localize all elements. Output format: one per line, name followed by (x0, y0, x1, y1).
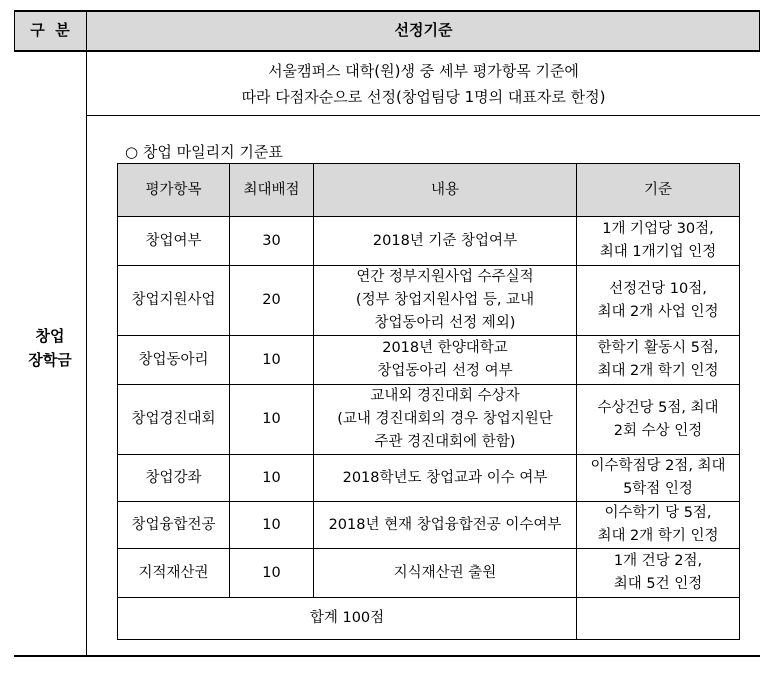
header-bottom-border (14, 50, 760, 52)
cell-content: 연간 정부지원사업 수주실적 (정부 창업지원사업 등, 교내 창업동아리 선정 제외) (314, 266, 577, 336)
header-category-label: 구 분 (30, 21, 70, 39)
table-row (118, 549, 740, 598)
table-total-row (118, 598, 740, 640)
cell-total-criteria (577, 598, 740, 640)
header-criteria-label: 선정기준 (394, 21, 453, 39)
table-header-row (118, 164, 740, 217)
header-left-border (14, 10, 15, 51)
cell-score: 30 (230, 217, 314, 266)
cell-criteria: 선정건당 10점, 최대 2개 사업 인정 (577, 266, 740, 336)
cell-score: 10 (230, 336, 314, 385)
cell-item: 지적재산권 (118, 549, 230, 598)
intro-bottom-border (87, 115, 760, 116)
table-row (118, 336, 740, 385)
intro-line2: 따라 다점자순으로 선정(창업팀당 1명의 대표자로 한정) (241, 88, 606, 106)
top-border (14, 10, 760, 12)
cell-content: 2018년 기준 창업여부 (314, 217, 577, 266)
cell-score: 10 (230, 385, 314, 455)
th-item: 평가항목 (118, 164, 230, 217)
cell-score: 10 (230, 549, 314, 598)
cell-item: 창업동아리 (118, 336, 230, 385)
table-row (118, 502, 740, 549)
th-content: 내용 (314, 164, 577, 217)
cell-criteria: 1개 건당 2점, 최대 5건 인정 (577, 549, 740, 598)
cell-item: 창업강좌 (118, 455, 230, 502)
cell-criteria: 이수학점당 2점, 최대 5학점 인정 (577, 455, 740, 502)
intro-text (87, 57, 760, 111)
category-label (14, 320, 86, 376)
cell-criteria: 한학기 활동시 5점, 최대 2개 학기 인정 (577, 336, 740, 385)
cell-criteria: 1개 기업당 30점, 최대 1개기업 인정 (577, 217, 740, 266)
cell-score: 10 (230, 502, 314, 549)
cell-content: 2018년 한양대학교 창업동아리 선정 여부 (314, 336, 577, 385)
table-row (118, 385, 740, 455)
intro-line1: 서울캠퍼스 대학(원)생 중 세부 평가항목 기준에 (268, 62, 579, 80)
cell-content: 지식재산권 출원 (314, 549, 577, 598)
cell-content: 2018년 현재 창업융합전공 이수여부 (314, 502, 577, 549)
table-row (118, 266, 740, 336)
cell-content: 교내외 경진대회 수상자 (교내 경진대회의 경우 창업지원단 주관 경진대회에 한함) (314, 385, 577, 455)
section-title: ○ 창업 마일리지 기준표 (125, 143, 283, 161)
table-row (118, 455, 740, 502)
th-score: 최대배점 (230, 164, 314, 217)
cell-score: 20 (230, 266, 314, 336)
cell-item: 창업여부 (118, 217, 230, 266)
category-line2: 장학금 (28, 351, 72, 369)
cell-criteria: 이수학기 당 5점, 최대 2개 학기 인정 (577, 502, 740, 549)
mileage-table (117, 163, 740, 640)
cell-item: 창업융합전공 (118, 502, 230, 549)
table-row (118, 217, 740, 266)
bottom-border (14, 655, 760, 657)
cell-criteria: 수상건당 5점, 최대 2회 수상 인정 (577, 385, 740, 455)
cell-item: 창업경진대회 (118, 385, 230, 455)
cell-score: 10 (230, 455, 314, 502)
cell-content: 2018학년도 창업교과 이수 여부 (314, 455, 577, 502)
cell-total: 합계 100점 (118, 598, 577, 640)
header-right-border (759, 10, 760, 51)
category-line1: 창업 (35, 327, 65, 345)
th-criteria: 기준 (577, 164, 740, 217)
cell-item: 창업지원사업 (118, 266, 230, 336)
